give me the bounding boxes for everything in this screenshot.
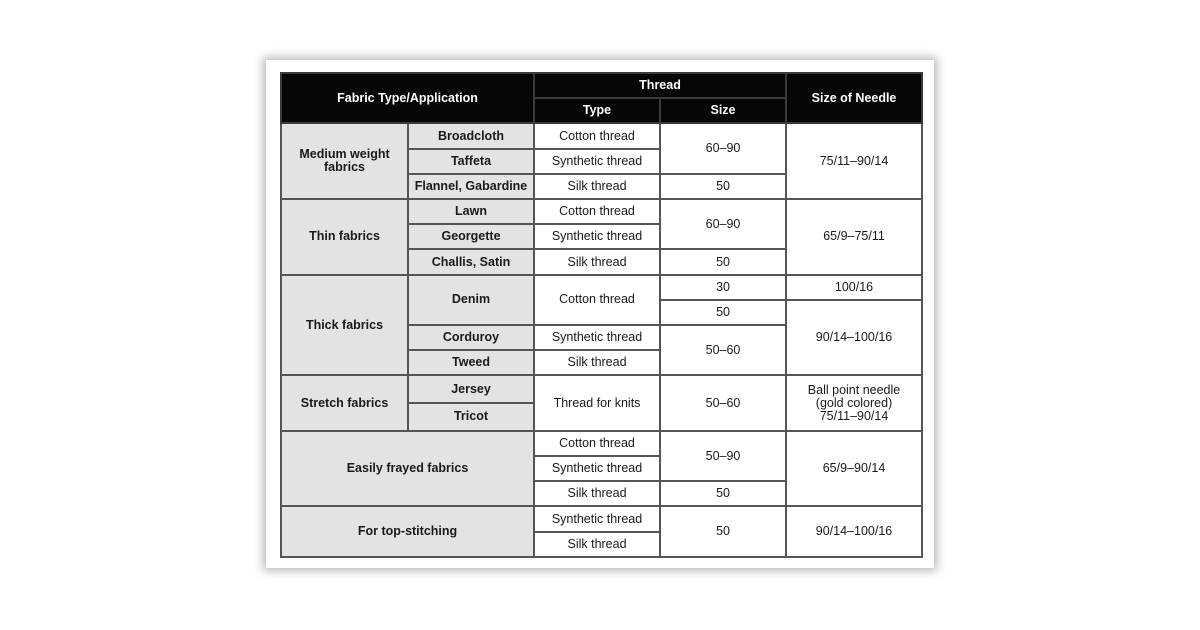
table-row bbox=[281, 199, 922, 224]
thread-type-cell: Silk thread bbox=[534, 174, 660, 199]
needle-size-cell: 90/14–100/16 bbox=[786, 300, 922, 376]
thread-size-cell: 60–90 bbox=[660, 199, 786, 249]
thread-type-cell: Synthetic thread bbox=[534, 325, 660, 350]
table-row bbox=[281, 375, 922, 402]
needle-line: 75/11–90/14 bbox=[819, 408, 889, 423]
needle-thread-chart bbox=[280, 72, 923, 558]
thread-size-cell: 50 bbox=[660, 249, 786, 274]
fabric-cell: Denim bbox=[408, 275, 534, 325]
thread-size-cell: 50–90 bbox=[660, 431, 786, 481]
header-thread: Thread bbox=[534, 73, 786, 98]
needle-size-cell: 65/9–75/11 bbox=[786, 199, 922, 275]
header-thread-type: Type bbox=[534, 98, 660, 123]
header-thread-size: Size bbox=[660, 98, 786, 123]
table-card bbox=[266, 60, 934, 568]
category-medium-weight: Medium weight fabrics bbox=[281, 123, 408, 199]
fabric-cell: Tweed bbox=[408, 350, 534, 375]
needle-size-cell: 100/16 bbox=[786, 275, 922, 300]
thread-size-cell: 50 bbox=[660, 506, 786, 557]
thread-size-cell: 60–90 bbox=[660, 123, 786, 173]
table-row bbox=[281, 275, 922, 300]
category-thin: Thin fabrics bbox=[281, 199, 408, 275]
fabric-cell: Flannel, Gabardine bbox=[408, 174, 534, 199]
fabric-cell: Tricot bbox=[408, 403, 534, 431]
fabric-cell: Broadcloth bbox=[408, 123, 534, 148]
thread-size-cell: 30 bbox=[660, 275, 786, 300]
needle-size-cell: 75/11–90/14 bbox=[786, 123, 922, 199]
header-needle-size: Size of Needle bbox=[786, 73, 922, 123]
thread-size-cell: 50–60 bbox=[660, 375, 786, 430]
category-thick: Thick fabrics bbox=[281, 275, 408, 376]
thread-type-cell: Cotton thread bbox=[534, 275, 660, 325]
thread-size-cell: 50 bbox=[660, 174, 786, 199]
table-row bbox=[281, 123, 922, 148]
thread-type-cell: Cotton thread bbox=[534, 431, 660, 456]
fabric-cell: Jersey bbox=[408, 375, 534, 402]
fabric-cell: Taffeta bbox=[408, 149, 534, 174]
thread-size-cell: 50 bbox=[660, 300, 786, 325]
thread-type-cell: Silk thread bbox=[534, 249, 660, 274]
thread-type-cell: Silk thread bbox=[534, 481, 660, 506]
fabric-cell: Lawn bbox=[408, 199, 534, 224]
needle-size-cell: 90/14–100/16 bbox=[786, 506, 922, 557]
category-top-stitching: For top-stitching bbox=[281, 506, 534, 557]
thread-type-cell: Cotton thread bbox=[534, 199, 660, 224]
needle-size-cell bbox=[786, 375, 922, 430]
thread-type-cell: Synthetic thread bbox=[534, 456, 660, 481]
thread-type-cell: Synthetic thread bbox=[534, 224, 660, 249]
thread-size-cell: 50 bbox=[660, 481, 786, 506]
table-row bbox=[281, 506, 922, 531]
needle-line: (gold colored) bbox=[815, 395, 893, 410]
header-fabric-type: Fabric Type/Application bbox=[281, 73, 534, 123]
thread-type-cell: Silk thread bbox=[534, 532, 660, 557]
fabric-cell: Georgette bbox=[408, 224, 534, 249]
fabric-cell: Challis, Satin bbox=[408, 249, 534, 274]
thread-type-cell: Thread for knits bbox=[534, 375, 660, 430]
thread-size-cell: 50–60 bbox=[660, 325, 786, 375]
thread-type-cell: Cotton thread bbox=[534, 123, 660, 148]
thread-type-cell: Silk thread bbox=[534, 350, 660, 375]
thread-type-cell: Synthetic thread bbox=[534, 506, 660, 531]
fabric-cell: Corduroy bbox=[408, 325, 534, 350]
header-row bbox=[281, 73, 922, 98]
category-stretch: Stretch fabrics bbox=[281, 375, 408, 430]
needle-line: Ball point needle bbox=[807, 382, 901, 397]
category-easily-frayed: Easily frayed fabrics bbox=[281, 431, 534, 507]
needle-size-cell: 65/9–90/14 bbox=[786, 431, 922, 507]
table-row bbox=[281, 431, 922, 456]
thread-type-cell: Synthetic thread bbox=[534, 149, 660, 174]
